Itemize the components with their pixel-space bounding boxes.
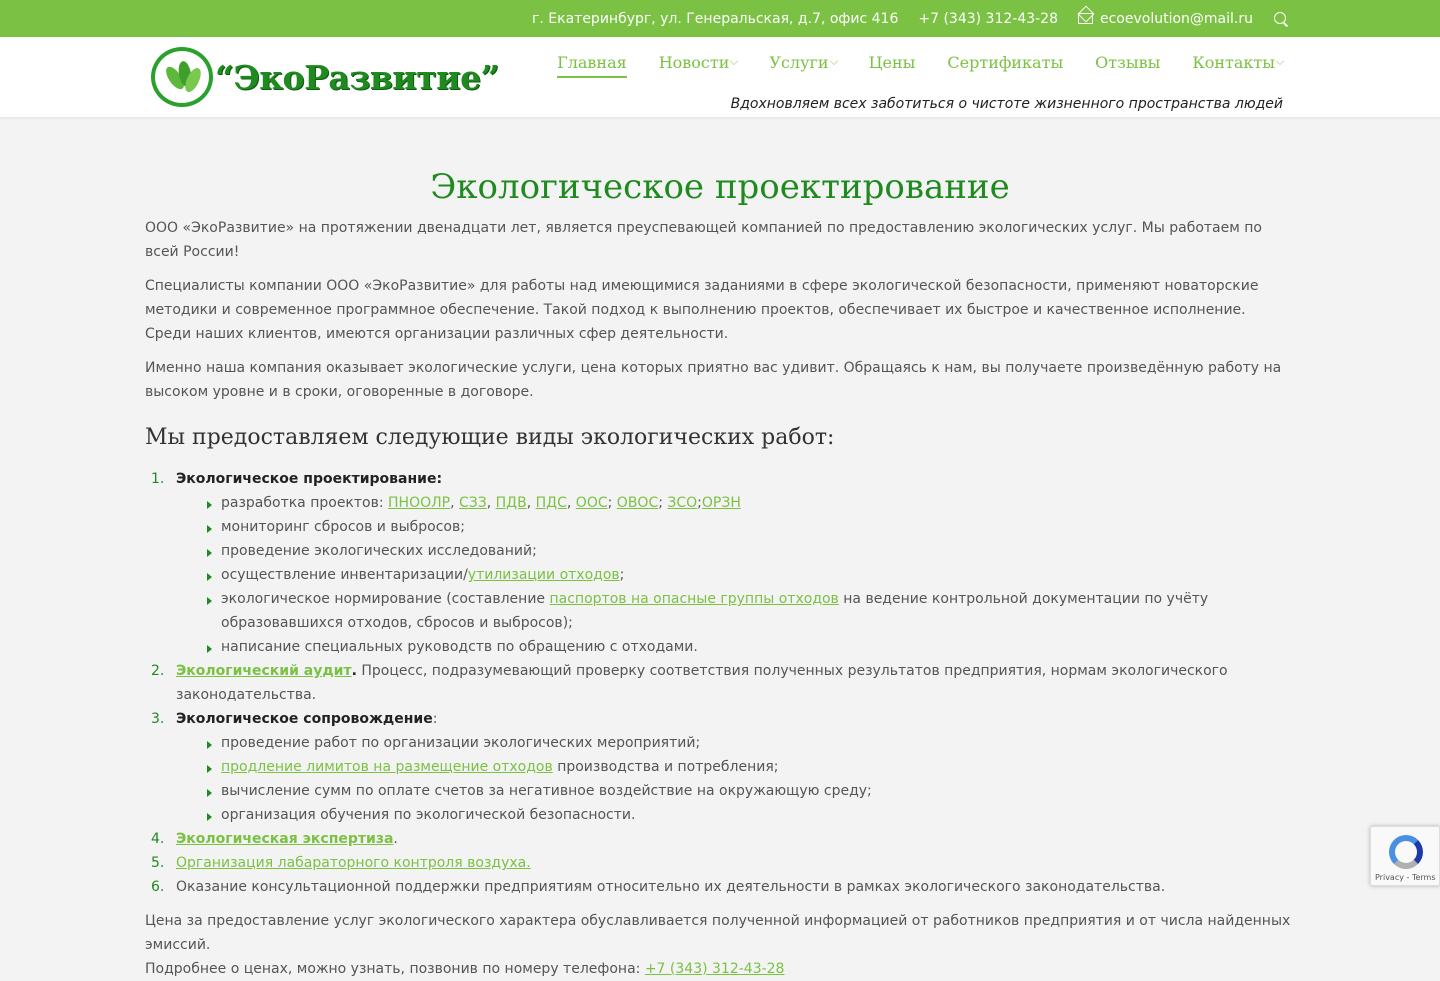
- list-item: написание специальных руководств по обращению с отходами.: [207, 635, 1295, 659]
- list-item: 2. Экологический аудит. Процесс, подразумевающий проверку соответствия полученных результатов предприятия, нормам экологического законодательства.: [151, 659, 1295, 707]
- nav-contacts[interactable]: [1192, 53, 1283, 78]
- list-number: 4.: [151, 831, 165, 847]
- phone-link-bottom[interactable]: +7 (343) 312-43-28: [644, 961, 785, 977]
- list-number: 5.: [151, 855, 165, 871]
- link-pnoolr[interactable]: ПНООЛР: [388, 495, 451, 511]
- nav-contacts-label: Контакты: [1192, 53, 1275, 72]
- link-zso[interactable]: ЗСО: [667, 495, 698, 511]
- list-text: осуществление инвентаризации/: [221, 567, 468, 583]
- price-contact-text: Подробнее о ценах, можно узнать, позвонив по номеру телефона:: [145, 961, 645, 977]
- email-link[interactable]: [1078, 11, 1253, 27]
- services-heading: Мы предоставляем следующие виды экологических работ:: [145, 425, 835, 450]
- nav-prices[interactable]: Цены: [868, 53, 916, 72]
- list-number: 2.: [151, 663, 165, 679]
- intro-paragraph-1: ООО «ЭкоРазвитие» на протяжении двенадцати лет, является преуспевающей компанией по предоставлению экологических услуг. Мы работаем по всей России!: [145, 220, 1262, 260]
- mail-icon: [1078, 13, 1093, 24]
- list-text: Оказание консультационной поддержки предприятиям относительно их деятельности в рамках экологического законодательства.: [176, 879, 1166, 895]
- intro-paragraph-3: Именно наша компания оказывает экологические услуги, цена которых приятно вас удивит. Обращаясь к нам, вы получаете произведённую работу на высоком уровне и в сроки, оговоренные в договоре.: [145, 360, 1282, 400]
- main-content: [145, 117, 1295, 981]
- link-eco-expertise[interactable]: Экологическая экспертиза: [176, 831, 394, 847]
- chevron-down-icon: [730, 57, 738, 65]
- nav-reviews[interactable]: Отзывы: [1095, 53, 1161, 72]
- list-item-title: Экологическое сопровождение: [176, 711, 433, 727]
- services-list: [145, 467, 1295, 899]
- list-item: осуществление инвентаризации/утилизации отходов;: [207, 563, 1295, 587]
- intro-paragraph-2: Специалисты компании ООО «ЭкоРазвитие» для работы над имеющимися заданиями в сфере экологической безопасности, применяют новаторские методики и современное программное обеспечение. Такой подход к выполнению проектов, обеспечивает их быстрое и качественное исполнение. Среди наших клиентов, имеются организации различных сфер деятельности.: [145, 278, 1259, 342]
- list-item: [151, 875, 1295, 899]
- phone-link[interactable]: +7 (343) 312-43-28: [918, 10, 1058, 27]
- top-bar: [0, 0, 1440, 37]
- link-oos[interactable]: ООС: [575, 495, 608, 511]
- price-paragraph: [145, 909, 1295, 981]
- link-orzn[interactable]: ОРЗН: [701, 495, 741, 511]
- nav-home[interactable]: Главная: [557, 53, 627, 78]
- email-text: ecoevolution@mail.ru: [1100, 10, 1253, 27]
- list-number: 1.: [151, 471, 165, 487]
- list-text: экологическое нормирование (составление: [221, 591, 550, 607]
- list-text: на ведение контрольной документации по учёту образовавшихся отходов, сбросов и выбросов);: [221, 591, 1209, 631]
- link-air-control[interactable]: Организация лабараторного контроля воздуха.: [176, 855, 531, 871]
- nav-certificates[interactable]: Сертификаты: [947, 53, 1064, 72]
- chevron-down-icon: [829, 57, 837, 65]
- sub-list: [176, 731, 1295, 827]
- list-item: 4. Экологическая экспертиза.: [151, 827, 1295, 851]
- link-pds[interactable]: ПДС: [535, 495, 567, 511]
- list-item: 3. Экологическое сопровождение: проведение работ по организации экологических мероприятий; продление лимитов на размещение отходов производства и потребления; вычисление сумм по оплате счетов за негативное воздействие на окружающую среду; организация обучения по экологической безопасности.: [151, 707, 1295, 827]
- link-waste-limits[interactable]: продление лимитов на размещение отходов: [221, 759, 553, 775]
- list-item-title: Экологическое проектирование:: [176, 471, 443, 487]
- link-waste-disposal[interactable]: утилизации отходов: [467, 567, 620, 583]
- list-text: Процесс, подразумевающий проверку соответствия полученных результатов предприятия, нормам экологического законодательства.: [176, 663, 1228, 703]
- link-waste-passports[interactable]: паспортов на опасные группы отходов: [549, 591, 839, 607]
- sub-list: [176, 491, 1295, 659]
- nav-news-label: Новости: [658, 53, 730, 72]
- address-text: г. Екатеринбург, ул. Генеральская, д.7, офис 416: [532, 10, 899, 27]
- chevron-down-icon: [1276, 57, 1284, 65]
- link-ovos[interactable]: ОВОС: [616, 495, 659, 511]
- tagline: Вдохновляем всех заботиться о чистоте жизненного пространства людей: [730, 96, 1283, 112]
- list-number: 3.: [151, 711, 165, 727]
- list-item: проведение экологических исследований;: [207, 539, 1295, 563]
- site-header: [0, 37, 1440, 117]
- page-title: Экологическое проектирование: [430, 167, 1010, 207]
- list-item: проведение работ по организации экологических мероприятий;: [207, 731, 1295, 755]
- list-item: [151, 851, 1295, 875]
- link-eco-audit[interactable]: Экологический аудит: [176, 663, 352, 679]
- leaf-logo-icon: [151, 47, 213, 107]
- site-logo[interactable]: [151, 47, 499, 107]
- list-item: мониторинг сбросов и выбросов;: [207, 515, 1295, 539]
- list-text: разработка проектов:: [221, 495, 389, 511]
- link-szz[interactable]: СЗЗ: [459, 495, 487, 511]
- list-text: производства и потребления;: [552, 759, 779, 775]
- nav-services[interactable]: [769, 53, 836, 78]
- nav-services-label: Услуги: [769, 53, 829, 72]
- list-item: разработка проектов: ПНООЛР, СЗЗ, ПДВ, ПДС, ООС; ОВОС; ЗСО;ОРЗН: [207, 491, 1295, 515]
- link-pdv[interactable]: ПДВ: [495, 495, 527, 511]
- recaptcha-badge[interactable]: [1370, 826, 1440, 886]
- search-icon[interactable]: [1273, 11, 1289, 27]
- main-nav: [557, 53, 1283, 78]
- recaptcha-links[interactable]: Privacy - Terms: [1375, 873, 1436, 882]
- list-item: [151, 467, 1295, 659]
- nav-news[interactable]: [659, 53, 738, 78]
- price-text: Цена за предоставление услуг экологического характера обуславливается полученной информацией от работников предприятия и от числа найденных эмиссий.: [145, 913, 1291, 953]
- logo-text: “ЭкоРазвитие”: [215, 57, 500, 97]
- list-item: [207, 587, 1295, 635]
- recaptcha-icon: [1389, 835, 1423, 869]
- list-item: вычисление сумм по оплате счетов за негативное воздействие на окружающую среду;: [207, 779, 1295, 803]
- list-item: организация обучения по экологической безопасности.: [207, 803, 1295, 827]
- list-item: [207, 755, 1295, 779]
- list-number: 6.: [151, 879, 165, 895]
